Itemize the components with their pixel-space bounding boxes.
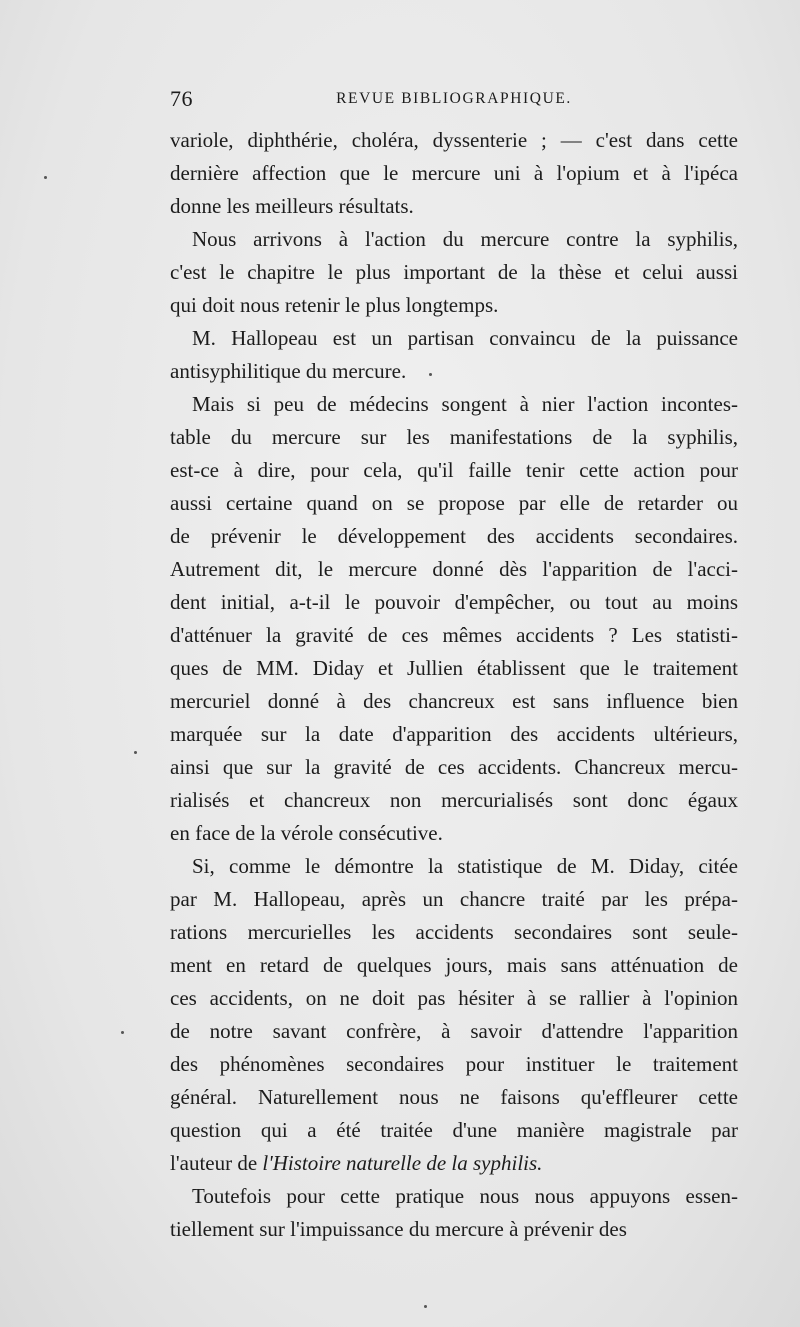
paper-speck (429, 373, 432, 376)
text-line: des phénomènes secondaires pour instituer le traitement (170, 1052, 738, 1076)
paragraph-start-line: Nous arrivons à l'action du mercure contre la syphilis, (192, 227, 738, 251)
paragraph-start-line: Mais si peu de médecins songent à nier l'action incontes- (192, 392, 738, 416)
text-line: donne les meilleurs résultats. (170, 194, 414, 218)
text-line: dent initial, a-t-il le pouvoir d'empêcher, ou tout au moins (170, 590, 738, 614)
text-line: général. Naturellement nous ne faisons qu'effleurer cette (170, 1085, 738, 1109)
paper-speck (44, 176, 47, 179)
italic-book-title: l'Histoire naturelle de la syphilis. (262, 1151, 543, 1175)
text-line: rialisés et chancreux non mercurialisés sont donc égaux (170, 788, 738, 812)
text-line: ques de MM. Diday et Jullien établissent que le traitement (170, 656, 738, 680)
text-fragment: l'auteur de (170, 1151, 258, 1175)
text-line: variole, diphthérie, choléra, dyssenterie ; — c'est dans cette (170, 128, 738, 152)
text-line: marquée sur la date d'apparition des accidents ultérieurs, (170, 722, 738, 746)
text-line: de notre savant confrère, à savoir d'attendre l'apparition (170, 1019, 738, 1043)
text-line: est-ce à dire, pour cela, qu'il faille tenir cette action pour (170, 458, 738, 482)
paper-speck (134, 751, 137, 754)
text-line: d'atténuer la gravité de ces mêmes accidents ? Les statisti- (170, 623, 738, 647)
text-line: antisyphilitique du mercure. (170, 359, 407, 383)
page-number: 76 (170, 86, 193, 111)
page-header (170, 86, 738, 116)
text-line: c'est le chapitre le plus important de la thèse et celui aussi (170, 260, 738, 284)
paragraph-start-line: M. Hallopeau est un partisan convaincu de la puissance (192, 326, 738, 350)
text-line: ment en retard de quelques jours, mais sans atténuation de (170, 953, 738, 977)
text-line: en face de la vérole consécutive. (170, 821, 443, 845)
text-line: mercuriel donné à des chancreux est sans influence bien (170, 689, 738, 713)
text-line: table du mercure sur les manifestations de la syphilis, (170, 425, 738, 449)
text-line: dernière affection que le mercure uni à l'opium et à l'ipéca (170, 161, 738, 185)
body-text (170, 124, 738, 1246)
running-title: REVUE BIBLIOGRAPHIQUE. (336, 90, 572, 107)
text-line: rations mercurielles les accidents secondaires sont seule- (170, 920, 738, 944)
paper-speck (121, 1031, 124, 1034)
text-line: de prévenir le développement des accidents secondaires. (170, 524, 738, 548)
text-line: ainsi que sur la gravité de ces accidents. Chancreux mercu- (170, 755, 738, 779)
text-line: par M. Hallopeau, après un chancre traité par les prépa- (170, 887, 738, 911)
text-line: tiellement sur l'impuissance du mercure à prévenir des (170, 1217, 627, 1241)
text-line: aussi certaine quand on se propose par elle de retarder ou (170, 491, 738, 515)
text-line: ces accidents, on ne doit pas hésiter à se rallier à l'opinion (170, 986, 738, 1010)
paper-speck (424, 1305, 427, 1308)
text-line: qui doit nous retenir le plus longtemps. (170, 293, 499, 317)
text-line: question qui a été traitée d'une manière magistrale par (170, 1118, 738, 1142)
paragraph-start-line: Si, comme le démontre la statistique de M. Diday, citée (192, 854, 738, 878)
text-line: Autrement dit, le mercure donné dès l'apparition de l'acci- (170, 557, 738, 581)
text-line-with-title (170, 1147, 738, 1180)
paragraph-start-line: Toutefois pour cette pratique nous nous appuyons essen- (192, 1184, 738, 1208)
